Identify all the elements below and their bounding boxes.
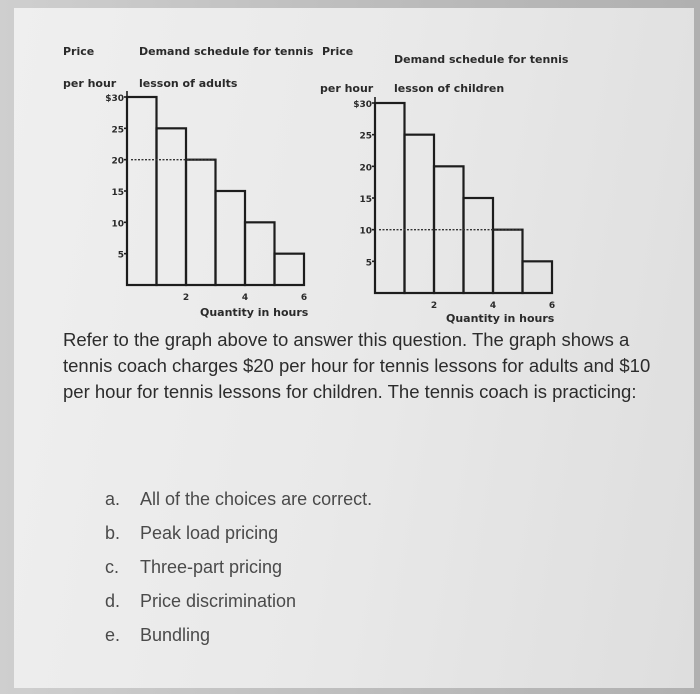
choice-b[interactable] bbox=[105, 516, 372, 550]
adults-bar-q5 bbox=[245, 222, 275, 285]
children-chart bbox=[320, 45, 569, 325]
children-y-tick-label: 20 bbox=[359, 163, 372, 174]
children-bar-q2 bbox=[405, 135, 435, 293]
choice-letter: a. bbox=[105, 488, 121, 509]
choice-label: All of the choices are correct. bbox=[140, 488, 373, 509]
children-x-tick-label: 6 bbox=[548, 301, 556, 311]
answer-choices bbox=[105, 482, 372, 652]
demand-charts bbox=[0, 0, 700, 330]
choice-label: Three-part pricing bbox=[140, 556, 283, 577]
adults-x-tick-label: 6 bbox=[300, 293, 308, 303]
choice-e[interactable] bbox=[105, 618, 372, 652]
adults-bar-q3 bbox=[186, 160, 216, 285]
children-title-line2: lesson of children bbox=[394, 82, 505, 95]
children-bar-q3 bbox=[434, 166, 464, 293]
adults-price-label: Price bbox=[63, 45, 95, 58]
adults-y-tick-label: $30 bbox=[105, 94, 124, 104]
adults-y-tick-label: 20 bbox=[111, 156, 124, 167]
adults-price-per-hour-label: per hour bbox=[63, 77, 117, 90]
children-x-tick-label: 4 bbox=[489, 301, 497, 311]
children-x-axis-label: Quantity in hours bbox=[446, 312, 555, 325]
choice-letter: e. bbox=[105, 624, 121, 645]
children-y-tick-label: 25 bbox=[359, 131, 372, 142]
children-y-tick-label: 5 bbox=[365, 258, 372, 269]
choice-letter: d. bbox=[105, 590, 121, 611]
adults-bar-q2 bbox=[157, 128, 187, 285]
children-x-tick-label: 2 bbox=[430, 301, 438, 311]
choice-letter: c. bbox=[105, 556, 120, 577]
choice-d[interactable] bbox=[105, 584, 372, 618]
choice-c[interactable] bbox=[105, 550, 372, 584]
children-price-label: Price bbox=[322, 45, 354, 58]
children-title-line1: Demand schedule for tennis bbox=[394, 53, 569, 66]
adults-y-tick-label: 10 bbox=[111, 219, 124, 230]
children-bar-q5 bbox=[493, 230, 523, 293]
children-bar-q6 bbox=[523, 261, 553, 293]
adults-x-axis-label: Quantity in hours bbox=[200, 306, 309, 319]
children-bar-q1 bbox=[375, 103, 405, 293]
children-y-tick-label: $30 bbox=[353, 100, 372, 110]
children-y-tick-label: 15 bbox=[359, 195, 372, 205]
adults-chart bbox=[63, 45, 314, 319]
adults-title-line2: lesson of adults bbox=[139, 77, 238, 90]
choice-label: Peak load pricing bbox=[140, 522, 279, 543]
adults-x-tick-label: 2 bbox=[182, 293, 190, 303]
adults-y-tick-label: 5 bbox=[117, 250, 124, 261]
choice-letter: b. bbox=[105, 522, 121, 543]
children-bar-q4 bbox=[464, 198, 494, 293]
adults-bar-q6 bbox=[275, 254, 305, 285]
question-text: Refer to the graph above to answer this question. The graph shows a tennis coach charges $20 per hour for tennis lessons for adults and $10 per hour for tennis lessons for children. The tennis coach is practicing: bbox=[63, 329, 651, 402]
adults-bar-q4 bbox=[216, 191, 246, 285]
adults-title-line1: Demand schedule for tennis bbox=[139, 45, 314, 58]
choice-a[interactable] bbox=[105, 482, 372, 516]
adults-bar-q1 bbox=[127, 97, 157, 285]
adults-y-tick-label: 15 bbox=[111, 188, 124, 198]
adults-y-tick-label: 25 bbox=[111, 125, 124, 136]
choice-label: Bundling bbox=[140, 624, 211, 645]
adults-x-tick-label: 4 bbox=[241, 293, 249, 303]
choice-label: Price discrimination bbox=[140, 590, 297, 611]
children-y-tick-label: 10 bbox=[359, 226, 372, 237]
children-price-per-hour-label: per hour bbox=[320, 82, 374, 95]
